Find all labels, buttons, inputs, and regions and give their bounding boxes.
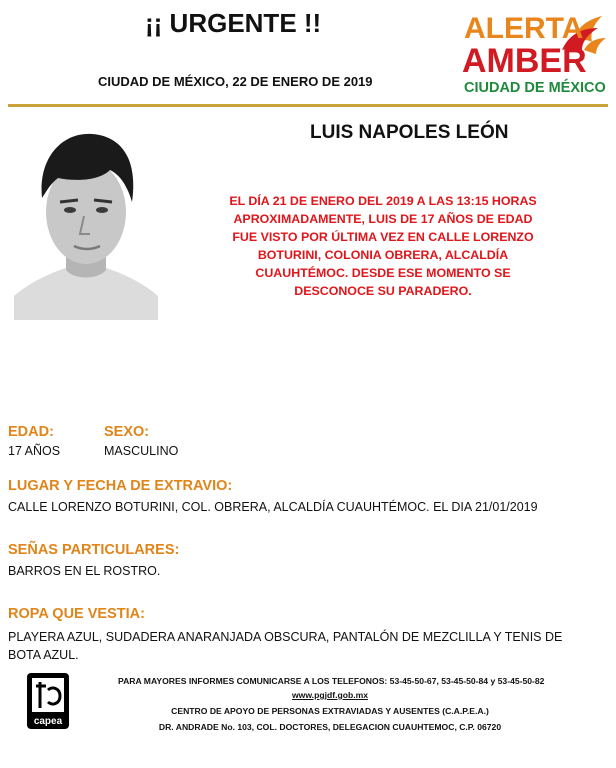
footer-center: CENTRO DE APOYO DE PERSONAS EXTRAVIADAS Y AUSENTES (C.A.P.E.A.) <box>171 706 489 716</box>
senas-value: BARROS EN EL ROSTRO. <box>8 564 161 578</box>
alerta-amber-logo <box>458 6 608 102</box>
footer-address: DR. ANDRADE No. 103, COL. DOCTORES, DELEGACION CUAUHTEMOC, C.P. 06720 <box>158 722 502 732</box>
ropa-label: ROPA QUE VESTIA: <box>8 606 145 622</box>
person-name: LUIS NAPOLES LEÓN <box>310 122 509 143</box>
missing-person-photo <box>14 120 158 320</box>
capea-logo-text: capea <box>33 716 63 727</box>
footer-website[interactable]: www.pgjdf.gob.mx <box>291 690 369 700</box>
logo-line1: ALERTA <box>464 12 584 45</box>
disappearance-description: EL DÍA 21 DE ENERO DEL 2019 A LAS 13:15 HORAS APROXIMADAMENTE, LUIS DE 17 AÑOS DE EDAD FUE VISTO POR ÚLTIMA VEZ EN CALLE LORENZO BOTURINI, COLONIA OBRERA, ALCALDÍA CUAUHTÉMOC. DESDE ESE MOMENTO SE DESCONOCE SU PARADERO. <box>229 194 537 298</box>
edad-label: EDAD: <box>8 424 54 440</box>
sexo-label: SEXO: <box>104 424 150 440</box>
footer-phones: PARA MAYORES INFORMES COMUNICARSE A LOS TELEFONOS: 53-45-50-67, 53-45-50-84 y 53-45-50-82 <box>118 676 545 686</box>
sexo-value: MASCULINO <box>104 444 179 458</box>
date-line: CIUDAD DE MÉXICO, 22 DE ENERO DE 2019 <box>98 74 373 89</box>
logo-line2: AMBER <box>462 42 587 80</box>
ropa-value: PLAYERA AZUL, SUDADERA ANARANJADA OBSCURA, PANTALÓN DE MEZCLILLA Y TENIS DE BOTA AZUL. <box>8 630 563 662</box>
header-divider <box>8 104 608 107</box>
lugar-label: LUGAR Y FECHA DE EXTRAVIO: <box>8 478 233 494</box>
edad-value: 17 AÑOS <box>8 444 61 458</box>
senas-label: SEÑAS PARTICULARES: <box>8 542 180 558</box>
lugar-value: CALLE LORENZO BOTURINI, COL. OBRERA, ALCALDÍA CUAUHTÉMOC. EL DIA 21/01/2019 <box>8 500 538 514</box>
urgent-title: ¡¡ URGENTE !! <box>145 8 322 38</box>
logo-line3: CIUDAD DE MÉXICO <box>464 80 606 96</box>
